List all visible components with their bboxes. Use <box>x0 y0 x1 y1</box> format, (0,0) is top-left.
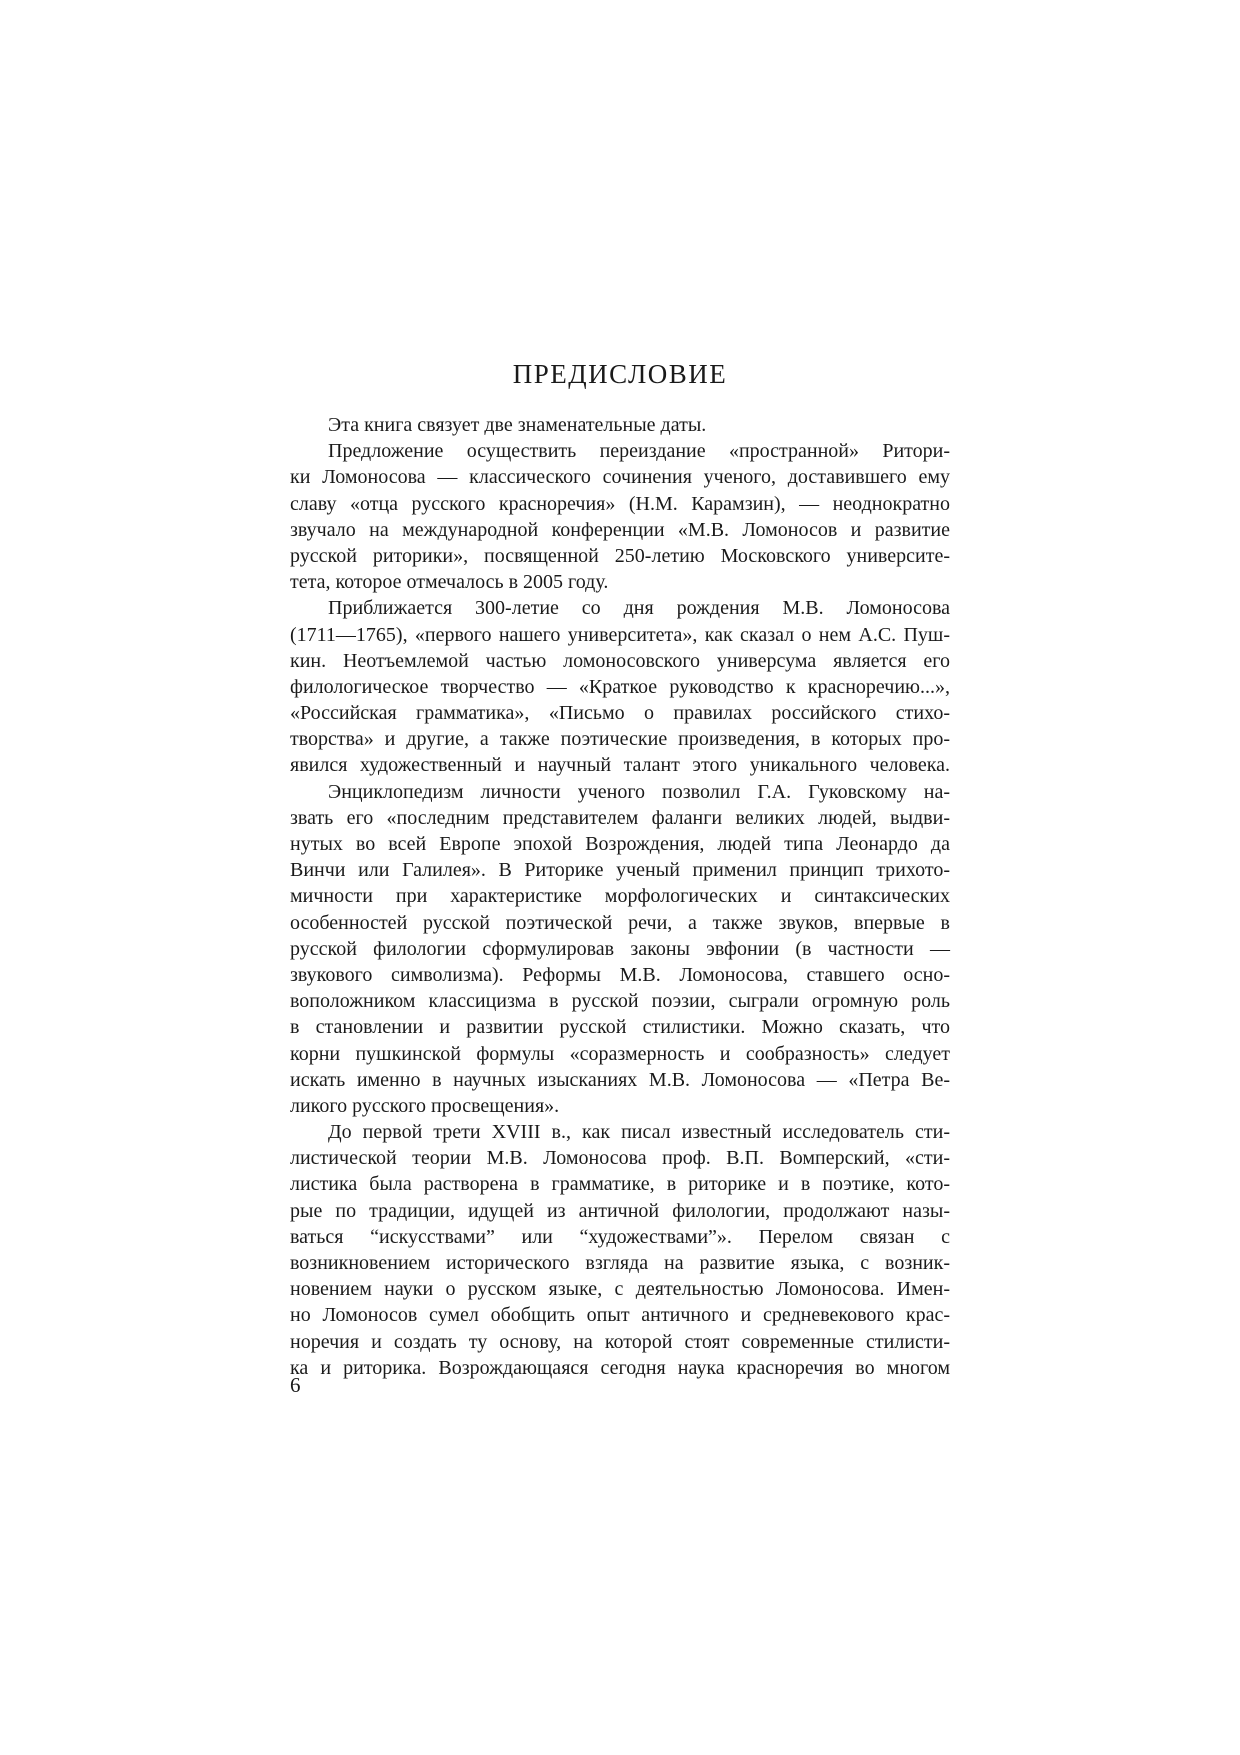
paragraph-line: ликого русского просвещения». <box>290 1094 560 1117</box>
paragraph-line: рые по традиции, идущей из античной филологии, продолжают назы- <box>290 1199 950 1222</box>
paragraph-line: кин. Неотъемлемой частью ломоносовского универсума является его <box>290 649 950 672</box>
paragraph-line: звать его «последним представителем фаланги великих людей, выдви- <box>290 806 950 829</box>
paragraph-line: Энциклопедизм личности ученого позволил Г.А. Гуковскому на- <box>328 780 950 803</box>
paragraph-line: но Ломоносов сумел обобщить опыт античного и средневекового крас- <box>290 1304 950 1327</box>
paragraph-line: листической теории М.В. Ломоносова проф. В.П. Вомперский, «сти- <box>290 1147 950 1170</box>
paragraph-line: Предложение осуществить переиздание «пространной» Ритори- <box>328 440 950 463</box>
paragraph-line: ка и риторика. Возрождающаяся сегодня наука красноречия во многом <box>290 1356 950 1379</box>
paragraph-line: искать именно в научных изысканиях М.В. Ломоносова — «Петра Ве- <box>290 1068 950 1091</box>
paragraph-line: (1711—1765), «первого нашего университета», как сказал о нем А.С. Пуш- <box>290 623 950 646</box>
paragraph-line: явился художественный и научный талант этого уникального человека. <box>290 754 950 777</box>
paragraph-line: славу «отца русского красноречия» (Н.М. Карамзин), — неоднократно <box>290 492 950 515</box>
paragraph-line: возникновением исторического взгляда на развитие языка, с возник- <box>290 1252 950 1274</box>
paragraph-line: мичности при характеристике морфологических и синтаксических <box>290 885 950 908</box>
paragraph-line: листика была растворена в грамматике, в риторике и в поэтике, кото- <box>290 1173 950 1196</box>
paragraph-line: новением науки о русском языке, с деятельностью Ломоносова. Имен- <box>290 1278 950 1301</box>
paragraph-line: воположником классицизма в русской поэзии, сыграли огромную роль <box>290 990 950 1013</box>
body-text <box>290 412 950 1381</box>
paragraph-line: ки Ломоносова — классического сочинения ученого, доставившего ему <box>290 466 950 489</box>
paragraph-line: Приближается 300-летие со дня рождения М.В. Ломоносова <box>328 597 950 620</box>
paragraph-line: До первой трети XVIII в., как писал известный исследователь сти- <box>328 1121 950 1144</box>
paragraph-line: Эта книга связует две знаменательные даты. <box>328 414 707 436</box>
paragraph-line: особенностей русской поэтической речи, а также звуков, впервые в <box>290 911 950 934</box>
paragraph-line: нутых во всей Европе эпохой Возрождения, людей типа Леонардо да <box>290 833 950 855</box>
paragraph-line: русской филологии сформулировав законы эвфонии (в частности — <box>290 937 950 960</box>
paragraph-line: корни пушкинской формулы «соразмерность и сообразность» следует <box>290 1042 950 1065</box>
paragraph-line: «Российская грамматика», «Письмо о правилах российского стихо- <box>290 702 950 725</box>
paragraph-line: филологическое творчество — «Краткое руководство к красноречию...», <box>290 675 950 698</box>
paragraph-line: норечия и создать ту основу, на которой стоят современные стилисти- <box>290 1330 950 1353</box>
paragraph-line: в становлении и развитии русской стилистики. Можно сказать, что <box>290 1016 950 1039</box>
paragraph-line: звучало на международной конференции «М.В. Ломоносов и развитие <box>290 518 950 541</box>
page-number: 6 <box>290 1373 301 1397</box>
paragraph-line: тета, которое отмечалось в 2005 году. <box>290 571 609 594</box>
paragraph-line: звукового символизма). Реформы М.В. Ломоносова, ставшего осно- <box>290 963 950 986</box>
paragraph-line: Винчи или Галилея». В Риторике ученый применил принцип трихото- <box>290 859 950 882</box>
page-title: ПРЕДИСЛОВИЕ <box>512 359 728 389</box>
paragraph-line: ваться “искусствами” или “художествами”». Перелом связан с <box>290 1225 950 1248</box>
paragraph-line: русской риторики», посвященной 250-летию Московского университе- <box>290 544 950 567</box>
paragraph-line: творства» и другие, а также поэтические произведения, в которых про- <box>290 728 950 751</box>
